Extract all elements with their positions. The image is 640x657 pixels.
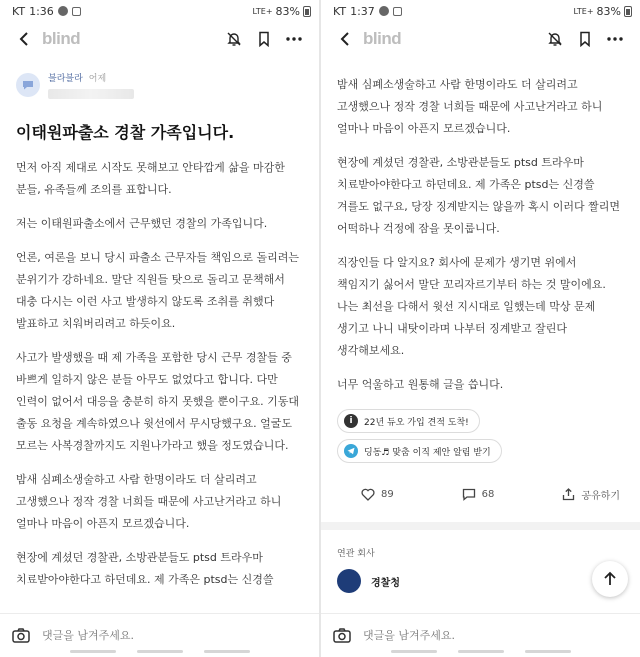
comment-icon xyxy=(462,488,476,501)
bell-off-icon xyxy=(226,31,242,47)
mute-notifications-button[interactable] xyxy=(540,25,570,53)
share-label: 공유하기 xyxy=(581,491,620,502)
section-divider xyxy=(321,522,640,530)
info-icon: i xyxy=(344,414,358,428)
comment-bar xyxy=(321,613,640,657)
app-bar xyxy=(321,22,640,56)
promo-chip-duo[interactable] xyxy=(337,409,480,433)
carrier: KT xyxy=(12,4,26,18)
camera-icon xyxy=(12,628,30,643)
scroll-top-button[interactable] xyxy=(592,561,628,597)
nav-indicator xyxy=(458,650,504,653)
arrow-up-icon xyxy=(602,571,618,587)
company-logo xyxy=(337,569,361,593)
battery-icon xyxy=(303,6,311,17)
company-name: 경찰청 xyxy=(371,577,400,589)
notification-icon xyxy=(393,7,402,16)
telegram-icon xyxy=(344,444,358,458)
post-paragraph: 사고가 발생했을 때 제 가족을 포함한 당시 근무 경찰들 중 바쁘게 일하지 않은 분들 아무도 없었다고 합니다. 다만 인력이 없어서 대응을 충분히 하지 못했을 뿐이구요. 기동대 출동 요청을 계속하였으나 윗선에서 무시당했구요. 얼굴도 모르는 사복경찰까지도 지원나가라고 했을 정도였습니다. xyxy=(16,351,299,452)
post-paragraph: 먼저 아직 제대로 시작도 못해보고 안타깝게 삶을 마감한 분들, 유족들께 조의를 표합니다. xyxy=(16,161,285,196)
comment-count: 68 xyxy=(481,489,495,500)
post-paragraph: 밤새 심폐소생술하고 사람 한명이라도 더 살리려고 고생했으나 정작 경찰 너희들 때문에 사고난거라고 하니 얼마나 마음이 아픈지 모르겠습니다. xyxy=(16,473,282,530)
nav-indicator xyxy=(525,650,571,653)
bookmark-icon xyxy=(578,31,592,47)
promo-chip-job-alert[interactable] xyxy=(337,439,502,463)
post-body xyxy=(16,157,303,591)
post-paragraph: 저는 이태원파출소에서 근무했던 경찰의 가족입니다. xyxy=(16,217,268,230)
clock: 1:36 xyxy=(29,4,54,18)
author-name[interactable]: 블라블라 xyxy=(48,74,83,84)
more-icon xyxy=(607,37,623,41)
post-actions xyxy=(337,487,624,502)
post-paragraph: 너무 억울하고 원통해 글을 씁니다. xyxy=(337,378,504,391)
clock: 1:37 xyxy=(350,4,375,18)
chat-bubble-icon xyxy=(22,79,34,91)
left-screen xyxy=(0,0,319,657)
battery-percent: 83% xyxy=(275,4,300,18)
bookmark-icon xyxy=(257,31,271,47)
notification-icon xyxy=(379,6,389,16)
post-time: 어제 xyxy=(88,74,107,84)
post-content xyxy=(321,74,640,593)
post-title: 이태원파출소 경찰 가족입니다. xyxy=(16,123,235,142)
status-bar xyxy=(0,0,319,22)
back-button[interactable] xyxy=(333,27,357,51)
post-content xyxy=(0,68,319,591)
camera-button[interactable] xyxy=(10,625,32,647)
blurred-author-info xyxy=(48,89,134,99)
more-options-button[interactable] xyxy=(600,25,630,53)
app-logo[interactable]: blind xyxy=(42,29,81,48)
status-bar xyxy=(321,0,640,22)
bookmark-button[interactable] xyxy=(570,25,600,53)
nav-indicator xyxy=(70,650,116,653)
chevron-left-icon xyxy=(339,31,351,47)
comment-bar xyxy=(0,613,319,657)
comment-input[interactable] xyxy=(363,629,603,642)
right-screen xyxy=(321,0,640,657)
carrier: KT xyxy=(333,4,347,18)
post-paragraph: 현장에 계셨던 경찰관, 소방관분들도 ptsd 트라우마 치료받아야한다고 하던데요. 제 가족은 ptsd는 신경쓸 겨를도 없구요, 당장 징계받지는 않을까 혹시 이러다 짤리면 어떡하나 걱정에 잠을 못이룹니다. xyxy=(337,156,620,235)
share-icon xyxy=(562,488,575,501)
share-button[interactable] xyxy=(562,487,620,502)
lte-label: LTE+ xyxy=(573,6,594,16)
heart-icon xyxy=(361,488,375,501)
chevron-left-icon xyxy=(18,31,30,47)
promo-chips xyxy=(337,408,624,469)
like-count: 89 xyxy=(381,489,394,500)
lte-label: LTE+ xyxy=(252,6,273,16)
avatar xyxy=(16,73,40,97)
nav-indicator xyxy=(391,650,437,653)
back-button[interactable] xyxy=(12,27,36,51)
post-body xyxy=(337,74,624,396)
nav-indicator xyxy=(137,650,183,653)
camera-button[interactable] xyxy=(331,625,353,647)
like-button[interactable] xyxy=(361,487,394,502)
app-logo[interactable]: blind xyxy=(363,29,402,48)
more-options-button[interactable] xyxy=(279,25,309,53)
comment-button[interactable] xyxy=(462,487,495,502)
camera-icon xyxy=(333,628,351,643)
battery-percent: 83% xyxy=(596,4,621,18)
author-row[interactable] xyxy=(16,68,303,102)
app-bar xyxy=(0,22,319,56)
post-paragraph: 직장인들 다 알지요? 회사에 문제가 생기면 위에서 책임지기 싫어서 말단 꼬리자르기부터 하는 것 말이에요. 나는 최선을 다해서 윗선 지시대로 일했는데 막상 문제 생기고 나니 내탓이라며 나부터 징계받고 잘린다 생각해보세요. xyxy=(337,256,606,357)
post-paragraph: 언론, 여론을 보니 당시 파출소 근무자들 책임으로 돌리려는 분위기가 강하네요. 말단 직원들 탓으로 돌리고 문책해서 대충 다시는 이런 사고 발생하지 않도록 조취를 취했다 발표하고 치워버리려고 하듯이요. xyxy=(16,251,299,330)
related-company-label: 연관 회사 xyxy=(337,549,375,559)
post-paragraph: 현장에 계셨던 경찰관, 소방관분들도 ptsd 트라우마 치료받아야한다고 하던데요. 제 가족은 ptsd는 신경쓸 xyxy=(16,551,274,586)
chip-label: 딩동♬ 맞춤 이직 제안 알림 받기 xyxy=(364,447,491,458)
battery-icon xyxy=(624,6,632,17)
notification-icon xyxy=(58,6,68,16)
chip-label: 22년 듀오 가입 견적 도착! xyxy=(364,417,469,428)
bell-off-icon xyxy=(547,31,563,47)
mute-notifications-button[interactable] xyxy=(219,25,249,53)
comment-input[interactable] xyxy=(42,629,282,642)
bookmark-button[interactable] xyxy=(249,25,279,53)
post-paragraph: 밤새 심폐소생술하고 사람 한명이라도 더 살리려고 고생했으나 정작 경찰 너희들 때문에 사고난거라고 하니 얼마나 마음이 아픈지 모르겠습니다. xyxy=(337,78,603,135)
more-icon xyxy=(286,37,302,41)
notification-icon xyxy=(72,7,81,16)
related-company-item[interactable] xyxy=(337,569,624,593)
nav-indicator xyxy=(204,650,250,653)
